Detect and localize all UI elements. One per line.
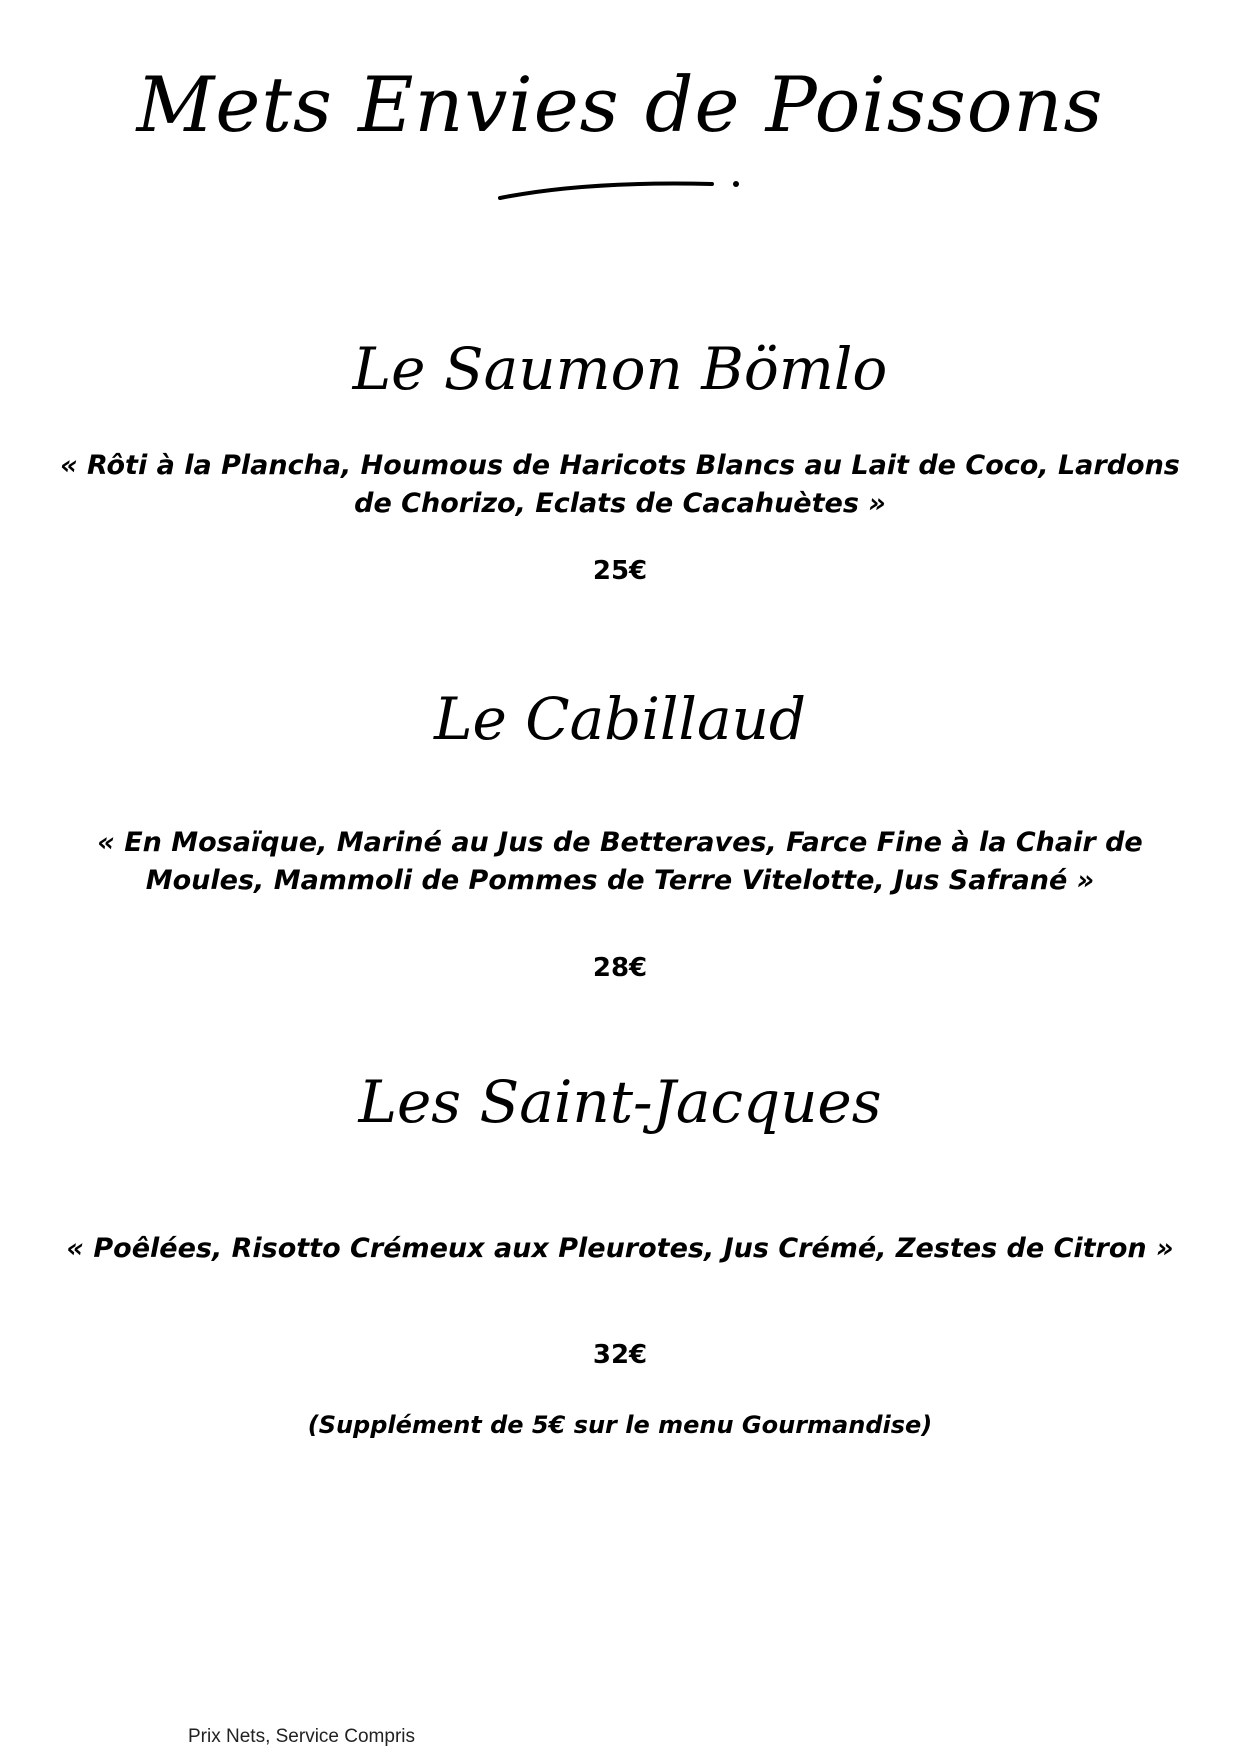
dish-description-saumon: « Rôti à la Plancha, Houmous de Haricots Blancs au Lait de Coco, Lardons de Chorizo, Eclats de Cacahuètes » (60, 450, 1180, 519)
footer-note: Prix Nets, Service Compris (188, 1726, 415, 1747)
dish-description-cabillaud: « En Mosaïque, Mariné au Jus de Betteraves, Farce Fine à la Chair de Moules, Mammoli de Pommes de Terre Vitelotte, Jus Safrané » (97, 827, 1143, 896)
dish-description-saint-jacques: « Poêlées, Risotto Crémeux aux Pleurotes, Jus Crémé, Zestes de Citron » (66, 1233, 1174, 1264)
dish-price-cabillaud: 28€ (592, 953, 648, 983)
dish-price-saumon: 25€ (592, 556, 648, 586)
dish-price-saint-jacques: 32€ (592, 1340, 648, 1370)
page-title: Mets Envies de Poissons (136, 60, 1104, 149)
title-underline-flourish (490, 168, 750, 208)
dish-title-saint-jacques: Les Saint-Jacques (358, 1068, 882, 1136)
supplement-note: (Supplément de 5€ sur le menu Gourmandise) (307, 1411, 933, 1439)
dish-title-cabillaud: Le Cabillaud (433, 685, 807, 753)
dish-title-saumon: Le Saumon Bömlo (352, 335, 888, 403)
